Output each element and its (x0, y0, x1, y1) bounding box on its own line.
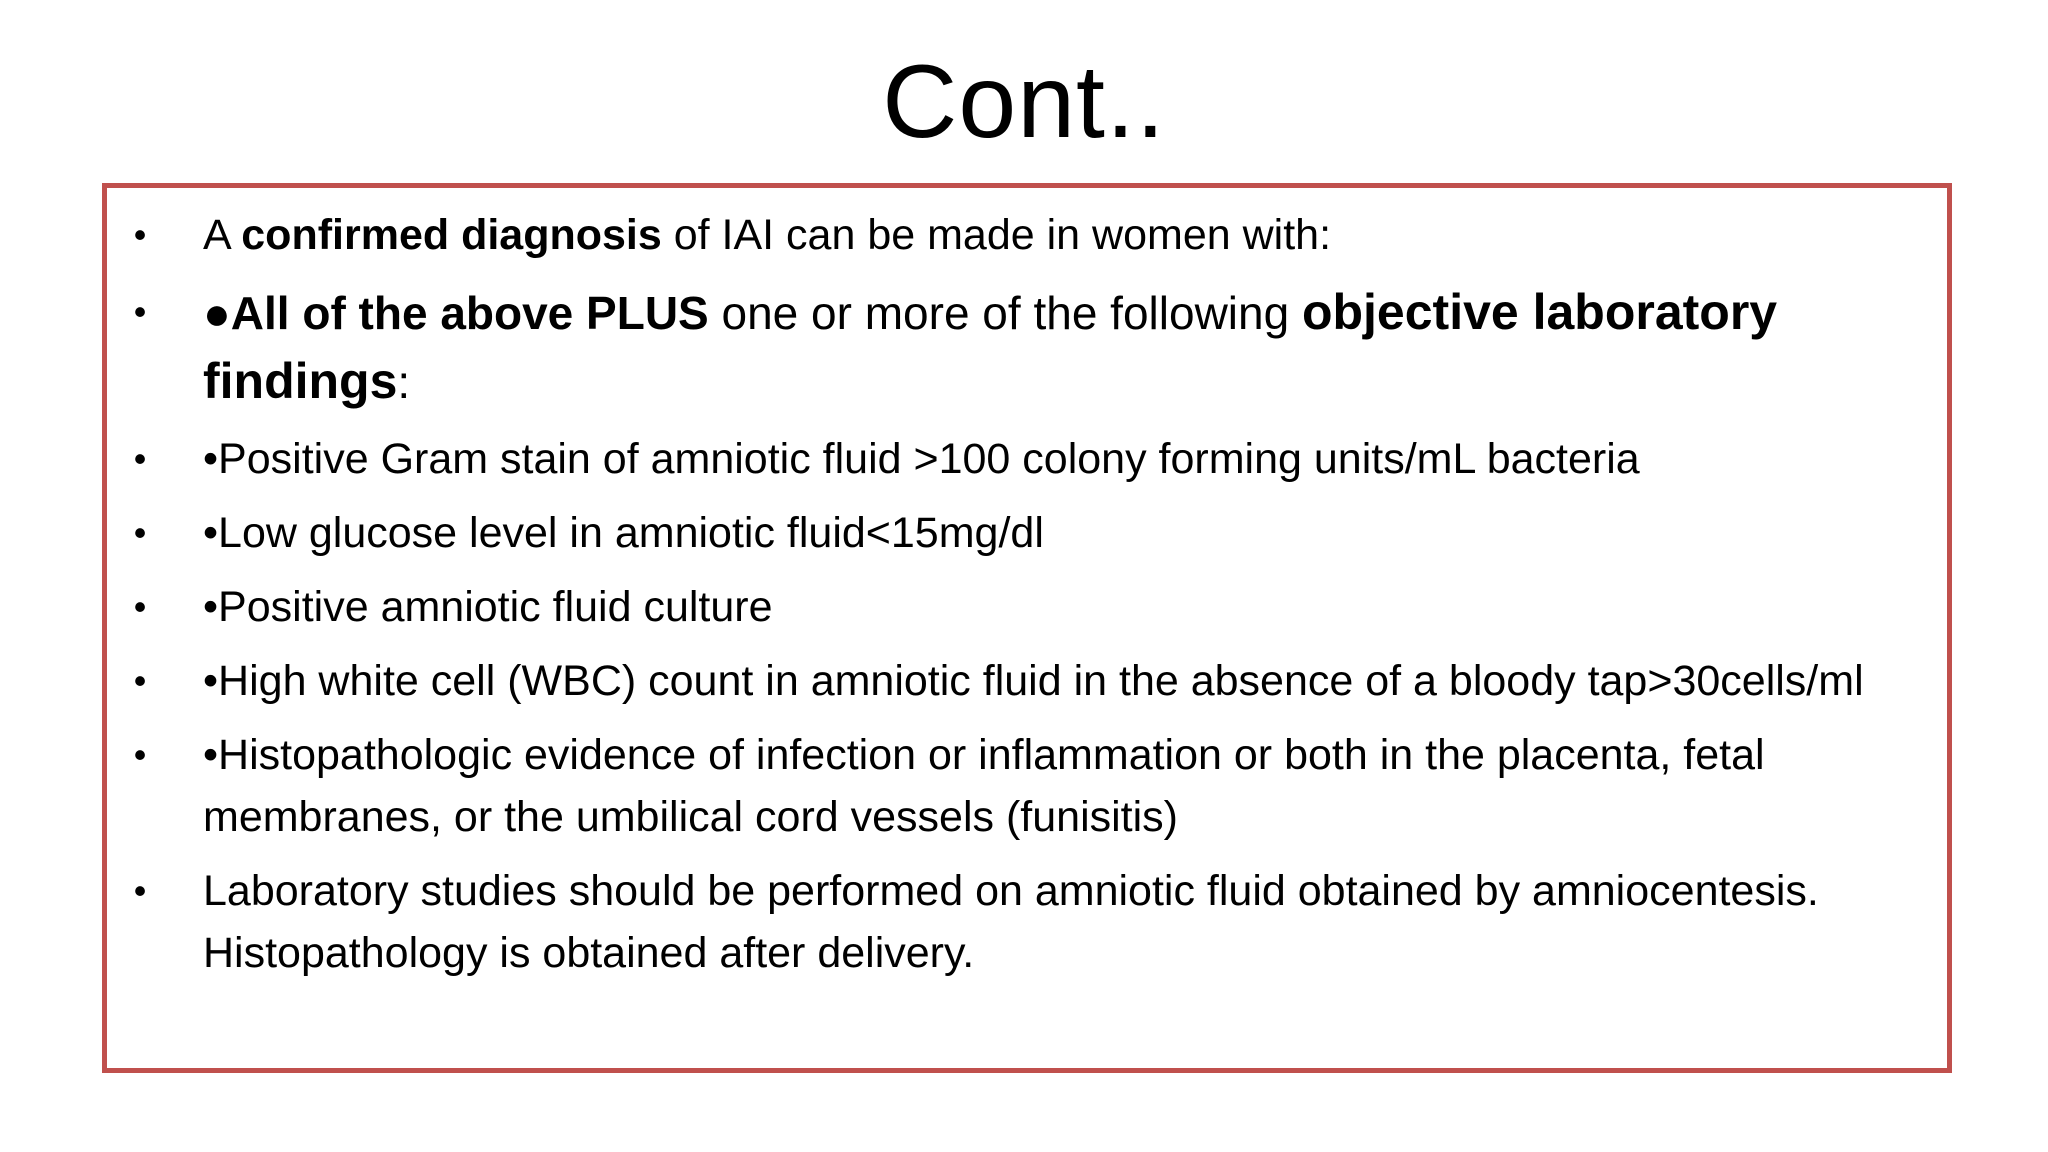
item-text: •Low glucose level in amniotic fluid<15mg/dl (203, 509, 1044, 557)
list-item (107, 576, 1947, 638)
list-item (107, 428, 1947, 490)
list-item (107, 502, 1947, 564)
item-text: •High white cell (WBC) count in amniotic fluid in the absence of a bloody tap>30cells/ml (203, 657, 1864, 705)
item-text-suffix: of IAI can be made in women with: (661, 211, 1332, 259)
item-text-bold: ●All of the above PLUS (203, 287, 709, 339)
list-item (107, 204, 1947, 266)
content-box (102, 183, 1952, 1073)
item-text: Laboratory studies should be performed on amniotic fluid obtained by amniocentesis. Histopathology is obtained after delivery. (203, 867, 1819, 977)
list-item (107, 278, 1947, 416)
bullet-icon: • (133, 734, 147, 775)
item-text-suffix: : (397, 356, 411, 408)
item-text-middle: one or more of the following (708, 287, 1302, 339)
item-text: •Histopathologic evidence of infection or inflammation or both in the placenta, fetal membranes, or the umbilical cord vessels (funisitis) (203, 731, 1765, 841)
bullet-icon: • (133, 291, 147, 332)
bullet-icon: • (133, 870, 147, 911)
bullet-icon: • (133, 512, 147, 553)
item-text: •Positive amniotic fluid culture (203, 583, 773, 631)
bullet-icon: • (133, 214, 147, 255)
slide-title: Cont.. (882, 44, 1166, 160)
item-text: •Positive Gram stain of amniotic fluid >100 colony forming units/mL bacteria (203, 435, 1640, 483)
list-item (107, 860, 1947, 984)
list-item (107, 724, 1947, 848)
bullet-icon: • (133, 438, 147, 479)
item-text-bold-large: objective laboratory findings (203, 284, 1778, 409)
list-item (107, 650, 1947, 712)
bullet-list (107, 204, 1947, 996)
bullet-icon: • (133, 586, 147, 627)
item-text-prefix: A (203, 211, 242, 259)
item-text-bold: confirmed diagnosis (241, 211, 662, 259)
bullet-icon: • (133, 660, 147, 701)
